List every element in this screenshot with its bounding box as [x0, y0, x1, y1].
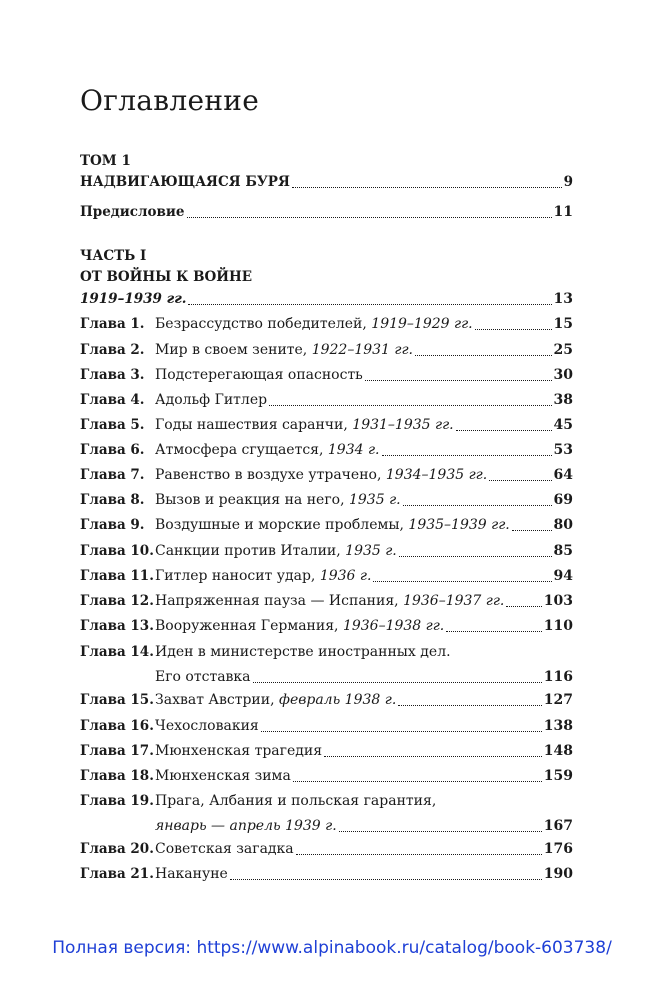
chapter-label: Глава 8.: [80, 492, 145, 508]
leader-dots: [292, 186, 562, 188]
chapter-row[interactable]: [80, 714, 573, 739]
page-number: 176: [543, 841, 573, 857]
page-number: 167: [543, 818, 573, 834]
chapter-row[interactable]: [80, 488, 573, 513]
chapter-row[interactable]: [80, 463, 573, 488]
chapter-row[interactable]: [80, 688, 573, 713]
leader-dots: [261, 730, 542, 732]
leader-dots: [489, 479, 551, 481]
chapter-row[interactable]: [80, 438, 573, 463]
chapter-row[interactable]: [80, 564, 573, 589]
chapter-label: Глава 5.: [80, 417, 145, 433]
page-number: 148: [543, 743, 573, 759]
chapter-dates: 1934–1935 гг.: [385, 467, 488, 483]
chapter-label: Глава 15.: [80, 692, 154, 708]
volume-title-row[interactable]: [80, 170, 573, 195]
chapter-title: Годы нашествия саранчи,: [155, 417, 353, 433]
chapter-label: Глава 3.: [80, 367, 145, 383]
chapter-title: Воздушные и морские проблемы,: [155, 517, 409, 533]
page-number: 85: [553, 543, 573, 559]
chapter-title: Подстерегающая опасность: [155, 367, 363, 383]
chapter-label: Глава 6.: [80, 442, 145, 458]
leader-dots: [456, 429, 552, 431]
chapter-label: Глава 10.: [80, 543, 154, 559]
leader-dots: [269, 404, 551, 406]
chapter-label: Глава 2.: [80, 342, 145, 358]
part-years-row[interactable]: [80, 287, 573, 312]
full-version-link[interactable]: Полная версия: https://www.alpinabook.ru/catalog/book-603738/: [52, 938, 612, 958]
chapter-dates: 1936–1938 гг.: [342, 618, 445, 634]
chapter-row[interactable]: [80, 862, 573, 887]
chapter-dates: 1935 г.: [348, 492, 401, 508]
chapter-dates: 1936 г.: [319, 568, 372, 584]
chapter-dates: 1922–1931 гг.: [311, 342, 414, 358]
page-number: 80: [553, 517, 573, 533]
part-years: 1919–1939 гг.: [80, 291, 187, 307]
leader-dots: [475, 328, 552, 330]
chapter-label: Глава 21.: [80, 866, 154, 882]
chapter-row[interactable]: [80, 640, 573, 690]
part-label: ЧАСТЬ I: [80, 248, 147, 264]
chapter-label: Глава 7.: [80, 467, 145, 483]
chapter-title: Захват Австрии,: [155, 692, 279, 708]
leader-dots: [446, 630, 542, 632]
chapter-dates: 1935–1939 гг.: [408, 517, 510, 533]
chapter-label: Глава 1.: [80, 316, 145, 332]
leader-dots: [403, 504, 552, 506]
chapter-row[interactable]: [80, 363, 573, 388]
leader-dots: [506, 605, 541, 607]
chapter-title-line: Прага, Албания и польская гарантия,: [155, 793, 437, 809]
chapter-dates: 1934 г.: [327, 442, 380, 458]
leader-dots: [399, 555, 552, 557]
leader-dots: [339, 830, 542, 832]
leader-dots: [398, 704, 541, 706]
page-number: 94: [553, 568, 573, 584]
page-number: 15: [553, 316, 573, 332]
chapter-title-line: Иден в министерстве иностранных дел.: [155, 644, 451, 660]
page-number: 30: [553, 367, 573, 383]
chapter-label: Глава 20.: [80, 841, 154, 857]
chapter-row[interactable]: [80, 413, 573, 438]
volume-label: ТОМ 1: [80, 153, 131, 169]
chapter-label: Глава 19.: [80, 793, 154, 809]
page-number: 11: [553, 204, 573, 220]
chapter-row[interactable]: [80, 589, 573, 614]
page-number: 127: [543, 692, 573, 708]
leader-dots: [296, 853, 542, 855]
chapter-label: Глава 17.: [80, 743, 154, 759]
leader-dots: [512, 529, 552, 531]
page-number: 25: [553, 342, 573, 358]
chapter-dates: январь — апрель 1939 г.: [155, 818, 337, 834]
page-number: 103: [543, 593, 573, 609]
chapter-label: Глава 4.: [80, 392, 145, 408]
page-number: 13: [553, 291, 573, 307]
chapter-title: Мюнхенская трагедия: [155, 743, 323, 759]
chapter-title: Мир в своем зените,: [155, 342, 312, 358]
leader-dots: [382, 454, 552, 456]
chapter-row[interactable]: [80, 739, 573, 764]
chapter-dates: 1936–1937 гг.: [403, 593, 505, 609]
chapter-row[interactable]: [80, 539, 573, 564]
chapter-row[interactable]: [80, 789, 573, 839]
chapter-title: Мюнхенская зима: [155, 768, 291, 784]
part-title: ОТ ВОЙНЫ К ВОЙНЕ: [80, 269, 253, 285]
leader-dots: [187, 216, 552, 218]
chapter-label: Глава 12.: [80, 593, 154, 609]
chapter-dates: 1935 г.: [345, 543, 397, 559]
leader-dots: [373, 580, 551, 582]
chapter-label: Глава 13.: [80, 618, 154, 634]
chapter-row[interactable]: [80, 312, 573, 337]
chapter-label: Глава 16.: [80, 718, 154, 734]
page-number: 9: [563, 174, 573, 190]
leader-dots: [230, 878, 542, 880]
page-number: 138: [543, 718, 573, 734]
page-number: 38: [553, 392, 573, 408]
chapter-title: Санкции против Италии,: [155, 543, 346, 559]
chapter-title: Советская загадка: [155, 841, 294, 857]
chapter-label: Глава 9.: [80, 517, 145, 533]
preface-row[interactable]: [80, 200, 573, 225]
chapter-title: Вызов и реакция на него,: [155, 492, 349, 508]
leader-dots: [253, 681, 542, 683]
leader-dots: [365, 379, 552, 381]
page-number: 190: [543, 866, 573, 882]
leader-dots: [188, 303, 551, 305]
chapter-row[interactable]: [80, 837, 573, 862]
chapter-title: Гитлер наносит удар,: [155, 568, 320, 584]
chapter-dates: 1919–1929 гг.: [371, 316, 473, 332]
chapter-title: Безрассудство победителей,: [155, 316, 372, 332]
chapter-title: Равенство в воздухе утрачено,: [155, 467, 386, 483]
page-number: 64: [553, 467, 573, 483]
chapter-label: Глава 14.: [80, 644, 154, 660]
preface-title: Предисловие: [80, 204, 185, 220]
page-title: Оглавление: [80, 84, 260, 117]
chapter-title: Чехословакия: [155, 718, 259, 734]
chapter-title: Атмосфера сгущается,: [155, 442, 328, 458]
leader-dots: [293, 780, 542, 782]
chapter-row[interactable]: [80, 338, 573, 363]
chapter-title: Его отставка: [155, 669, 251, 685]
chapter-label: Глава 11.: [80, 568, 154, 584]
page-number: 159: [543, 768, 573, 784]
chapter-row[interactable]: [80, 513, 573, 538]
page-number: 45: [553, 417, 573, 433]
chapter-row[interactable]: [80, 388, 573, 413]
chapter-dates: 1931–1935 гг.: [352, 417, 454, 433]
chapter-title: Адольф Гитлер: [155, 392, 268, 408]
chapter-label: Глава 18.: [80, 768, 154, 784]
chapter-title: Накануне: [155, 866, 228, 882]
volume-title: НАДВИГАЮЩАЯСЯ БУРЯ: [80, 174, 290, 190]
leader-dots: [415, 354, 552, 356]
chapter-dates: февраль 1938 г.: [278, 692, 397, 708]
page-number: 69: [553, 492, 573, 508]
chapter-row[interactable]: [80, 614, 573, 639]
page-number: 116: [543, 669, 573, 685]
page-number: 53: [553, 442, 573, 458]
page-number: 110: [543, 618, 573, 634]
leader-dots: [324, 755, 542, 757]
chapter-row[interactable]: [80, 764, 573, 789]
chapter-title: Вооруженная Германия,: [155, 618, 343, 634]
chapter-title: Напряженная пауза — Испания,: [155, 593, 404, 609]
